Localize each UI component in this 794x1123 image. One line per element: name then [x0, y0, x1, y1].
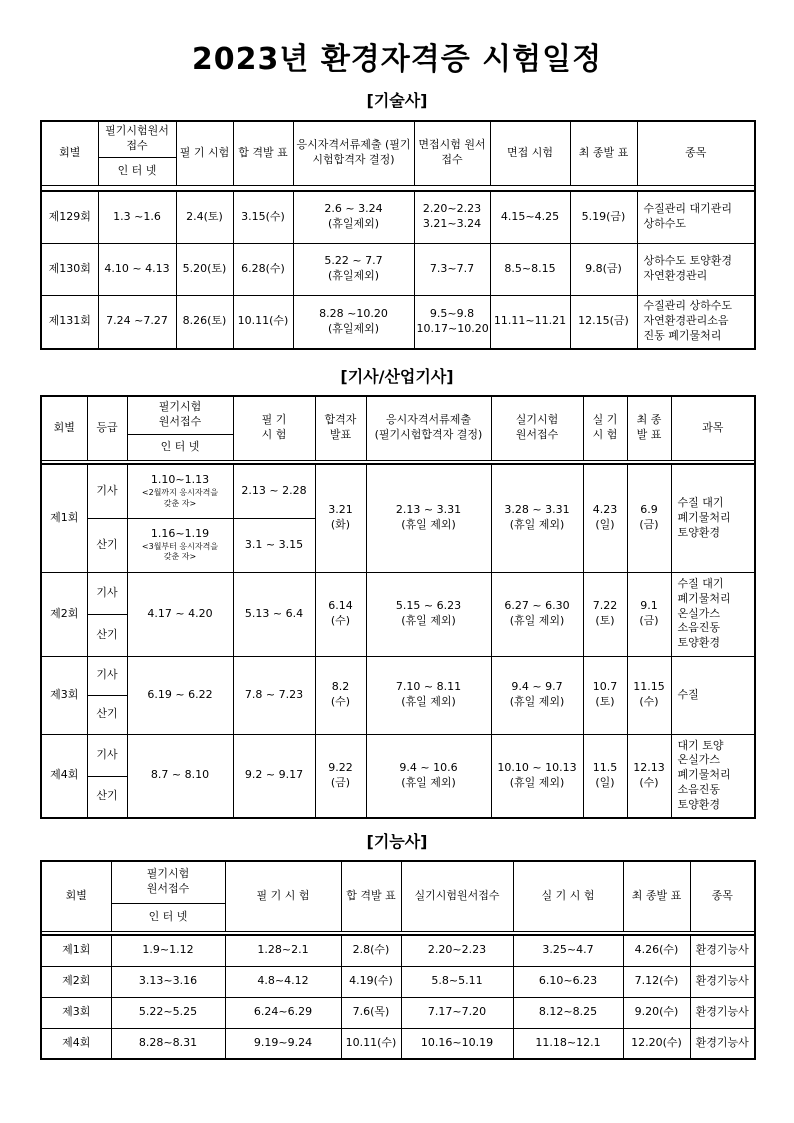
header-interview-exam: 면접 시험	[490, 121, 570, 185]
header-pass-announcement: 합격자 발표	[315, 396, 366, 460]
header-written-application: 필기시험 원서접수	[111, 861, 225, 903]
engineer-table	[40, 395, 756, 819]
practical-application-cell: 10.10 ~ 10.13 (휴일 제외)	[491, 734, 583, 818]
page-title: 2023년 환경자격증 시험일정	[191, 42, 603, 77]
header-final-announcement: 최 종 발 표	[627, 396, 671, 460]
header-final-announcement: 최 종발 표	[623, 861, 690, 931]
header-written-exam: 필 기 시험	[176, 121, 233, 185]
grade-cell: 기사	[87, 734, 127, 776]
round-cell: 제129회	[41, 191, 98, 243]
docs-cell: 7.10 ~ 8.11 (휴일 제외)	[366, 656, 491, 734]
written-cell: 9.2 ~ 9.17	[233, 734, 315, 818]
round-cell: 제2회	[41, 966, 111, 997]
final-cell: 4.26(수)	[623, 935, 690, 966]
interview-application-cell: 2.20~2.23 3.21~3.24	[414, 191, 490, 243]
section-title-craftsman: [기능사]	[366, 832, 428, 851]
pass-cell: 10.11(수)	[341, 1028, 401, 1059]
practical-cell: 11.5 (일)	[583, 734, 627, 818]
table-row	[41, 464, 755, 518]
round-cell: 제4회	[41, 1028, 111, 1059]
header-internet: 인 터 넷	[127, 434, 233, 460]
professional-engineer-table	[40, 120, 756, 350]
application-cell: 6.19 ~ 6.22	[127, 656, 233, 734]
practical-cell: 11.18~12.1	[513, 1028, 623, 1059]
grade-cell: 기사	[87, 572, 127, 614]
docs-cell: 5.15 ~ 6.23 (휴일 제외)	[366, 572, 491, 656]
application-cell: 8.7 ~ 8.10	[127, 734, 233, 818]
final-cell: 12.20(수)	[623, 1028, 690, 1059]
round-cell: 제3회	[41, 656, 87, 734]
subjects-cell: 수질 대기 폐기물처리 온실가스 소음진동 토양환경	[671, 572, 755, 656]
table-row	[41, 966, 755, 997]
final-cell: 7.12(수)	[623, 966, 690, 997]
pass-cell: 7.6(목)	[341, 997, 401, 1028]
docs-cell: 5.22 ~ 7.7 (휴일제외)	[293, 243, 414, 295]
written-cell: 7.8 ~ 7.23	[233, 656, 315, 734]
grade-cell: 산기	[87, 695, 127, 734]
header-document-submission: 응시자격서류제출 (필기시험합격자 결정)	[293, 121, 414, 185]
application-cell: 1.10~1.13 <2월까지 응시자격을 갖춘 자>	[127, 464, 233, 518]
table-row	[41, 656, 755, 695]
table-row	[41, 997, 755, 1028]
round-cell: 제1회	[41, 935, 111, 966]
header-written-application: 필기시험 원서접수	[127, 396, 233, 434]
header-practical-application: 실기시험 원서접수	[491, 396, 583, 460]
practical-cell: 7.22 (토)	[583, 572, 627, 656]
round-cell: 제131회	[41, 295, 98, 349]
pass-cell: 4.19(수)	[341, 966, 401, 997]
application-cell: 1.9~1.12	[111, 935, 225, 966]
application-cell: 1.16~1.19 <3월부터 응시자격을 갖춘 자>	[127, 518, 233, 572]
practical-application-cell: 10.16~10.19	[401, 1028, 513, 1059]
practical-application-cell: 7.17~7.20	[401, 997, 513, 1028]
written-cell: 5.13 ~ 6.4	[233, 572, 315, 656]
written-cell: 2.13 ~ 2.28	[233, 464, 315, 518]
practical-cell: 10.7 (토)	[583, 656, 627, 734]
header-written-exam: 필 기 시 험	[225, 861, 341, 931]
grade-cell: 기사	[87, 464, 127, 518]
round-cell: 제130회	[41, 243, 98, 295]
table-row	[41, 734, 755, 776]
header-practical-application: 실기시험원서접수	[401, 861, 513, 931]
table-row	[41, 295, 755, 349]
table-row	[41, 1028, 755, 1059]
table-row	[41, 243, 755, 295]
docs-cell: 9.4 ~ 10.6 (휴일 제외)	[366, 734, 491, 818]
pass-cell: 6.14 (수)	[315, 572, 366, 656]
header-practical-exam: 실 기 시 험	[583, 396, 627, 460]
application-cell: 3.13~3.16	[111, 966, 225, 997]
written-cell: 6.24~6.29	[225, 997, 341, 1028]
header-round: 회별	[41, 396, 87, 460]
round-cell: 제4회	[41, 734, 87, 818]
round-cell: 제2회	[41, 572, 87, 656]
pass-cell: 3.21 (화)	[315, 464, 366, 572]
interview-cell: 4.15~4.25	[490, 191, 570, 243]
items-cell: 수질관리 상하수도 자연환경관리소음 진동 폐기물처리	[637, 295, 755, 349]
header-subjects: 과목	[671, 396, 755, 460]
pass-cell: 6.28(수)	[233, 243, 293, 295]
docs-cell: 2.6 ~ 3.24 (휴일제외)	[293, 191, 414, 243]
docs-cell: 8.28 ~10.20 (휴일제외)	[293, 295, 414, 349]
header-document-submission: 응시자격서류제출 (필기시험합격자 결정)	[366, 396, 491, 460]
written-cell: 2.4(토)	[176, 191, 233, 243]
table-row	[41, 572, 755, 614]
pass-cell: 10.11(수)	[233, 295, 293, 349]
section-title-professional-engineer: [기술사]	[366, 91, 428, 110]
round-cell: 제1회	[41, 464, 87, 572]
craftsman-table	[40, 860, 756, 1060]
items-cell: 환경기능사	[690, 1028, 755, 1059]
docs-cell: 2.13 ~ 3.31 (휴일 제외)	[366, 464, 491, 572]
items-cell: 환경기능사	[690, 966, 755, 997]
pass-cell: 2.8(수)	[341, 935, 401, 966]
written-cell: 5.20(토)	[176, 243, 233, 295]
header-grade: 등급	[87, 396, 127, 460]
practical-cell: 6.10~6.23	[513, 966, 623, 997]
header-practical-exam: 실 기 시 험	[513, 861, 623, 931]
final-cell: 9.20(수)	[623, 997, 690, 1028]
table-row	[41, 191, 755, 243]
application-cell: 4.17 ~ 4.20	[127, 572, 233, 656]
subjects-cell: 대기 토양 온실가스 폐기물처리 소음진동 토양환경	[671, 734, 755, 818]
grade-cell: 산기	[87, 614, 127, 656]
practical-application-cell: 2.20~2.23	[401, 935, 513, 966]
header-pass-announcement: 합 격발 표	[233, 121, 293, 185]
final-cell: 12.15(금)	[570, 295, 637, 349]
written-cell: 3.1 ~ 3.15	[233, 518, 315, 572]
header-written-application: 필기시험원서접수	[98, 121, 176, 157]
written-cell: 9.19~9.24	[225, 1028, 341, 1059]
interview-application-cell: 7.3~7.7	[414, 243, 490, 295]
header-items: 종목	[690, 861, 755, 931]
final-cell: 6.9 (금)	[627, 464, 671, 572]
practical-application-cell: 5.8~5.11	[401, 966, 513, 997]
items-cell: 상하수도 토양환경 자연환경관리	[637, 243, 755, 295]
header-written-exam: 필 기 시 험	[233, 396, 315, 460]
application-cell: 7.24 ~7.27	[98, 295, 176, 349]
header-items: 종목	[637, 121, 755, 185]
practical-cell: 8.12~8.25	[513, 997, 623, 1028]
pass-cell: 8.2 (수)	[315, 656, 366, 734]
header-interview-application: 면접시험 원서접수	[414, 121, 490, 185]
final-cell: 11.15 (수)	[627, 656, 671, 734]
practical-cell: 3.25~4.7	[513, 935, 623, 966]
grade-cell: 기사	[87, 656, 127, 695]
written-cell: 1.28~2.1	[225, 935, 341, 966]
interview-cell: 8.5~8.15	[490, 243, 570, 295]
header-internet: 인 터 넷	[98, 157, 176, 185]
interview-application-cell: 9.5~9.8 10.17~10.20	[414, 295, 490, 349]
interview-cell: 11.11~11.21	[490, 295, 570, 349]
header-round: 회별	[41, 861, 111, 931]
practical-application-cell: 6.27 ~ 6.30 (휴일 제외)	[491, 572, 583, 656]
final-cell: 5.19(금)	[570, 191, 637, 243]
round-cell: 제3회	[41, 997, 111, 1028]
header-final-announcement: 최 종발 표	[570, 121, 637, 185]
header-round: 회별	[41, 121, 98, 185]
pass-cell: 3.15(수)	[233, 191, 293, 243]
final-cell: 9.8(금)	[570, 243, 637, 295]
header-pass-announcement: 합 격발 표	[341, 861, 401, 931]
subjects-cell: 수질 대기 폐기물처리 토양환경	[671, 464, 755, 572]
final-cell: 9.1 (금)	[627, 572, 671, 656]
application-cell: 5.22~5.25	[111, 997, 225, 1028]
practical-application-cell: 3.28 ~ 3.31 (휴일 제외)	[491, 464, 583, 572]
application-cell: 1.3 ~1.6	[98, 191, 176, 243]
written-cell: 8.26(토)	[176, 295, 233, 349]
grade-cell: 산기	[87, 776, 127, 818]
grade-cell: 산기	[87, 518, 127, 572]
items-cell: 환경기능사	[690, 997, 755, 1028]
pass-cell: 9.22 (금)	[315, 734, 366, 818]
items-cell: 환경기능사	[690, 935, 755, 966]
subjects-cell: 수질	[671, 656, 755, 734]
application-cell: 4.10 ~ 4.13	[98, 243, 176, 295]
table-row	[41, 935, 755, 966]
final-cell: 12.13 (수)	[627, 734, 671, 818]
application-cell: 8.28~8.31	[111, 1028, 225, 1059]
practical-cell: 4.23 (일)	[583, 464, 627, 572]
section-title-engineer: [기사/산업기사]	[340, 367, 454, 386]
practical-application-cell: 9.4 ~ 9.7 (휴일 제외)	[491, 656, 583, 734]
written-cell: 4.8~4.12	[225, 966, 341, 997]
header-internet: 인 터 넷	[111, 903, 225, 931]
items-cell: 수질관리 대기관리 상하수도	[637, 191, 755, 243]
